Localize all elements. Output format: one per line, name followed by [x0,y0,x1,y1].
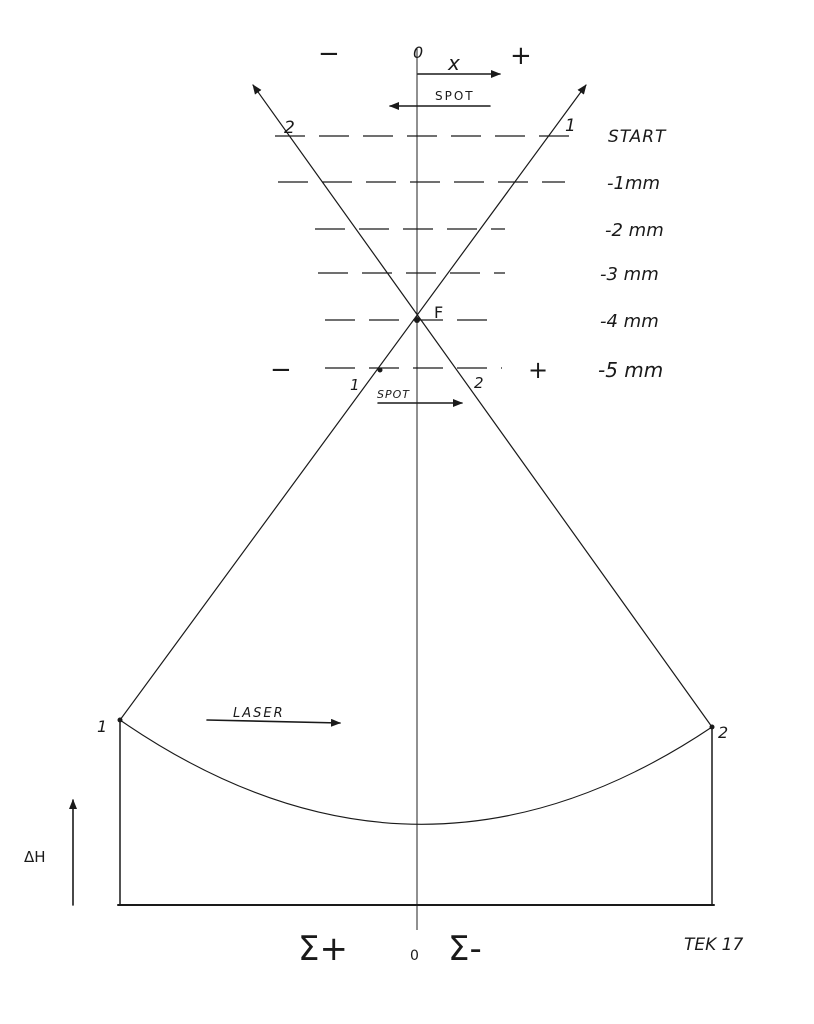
sigma-minus-label: Σ- [448,929,482,969]
beam-1-label-mid: 1 [350,376,360,394]
mirror-label-2: 2 [718,723,729,742]
minus-top-label: − [318,39,340,69]
sigma-plus-label: Σ+ [298,929,348,969]
level-label-5mm: -5 mm [598,358,664,382]
origin-top-label: 0 [413,43,424,62]
beam-2-label-mid: 2 [474,374,484,392]
spot-label-top: SPOT [435,89,475,103]
level-label-1mm: -1mm [607,173,661,194]
origin-bottom-label: 0 [410,948,419,964]
plus-level-label: + [528,356,549,384]
beam-1-line [120,85,586,720]
focus-label: F [434,303,444,322]
focus-point [414,317,420,323]
tag-label: TEK 17 [684,935,744,955]
level-label-4mm: -4 mm [600,311,659,332]
level-label-2mm: -2 mm [605,220,664,241]
beam-2-label-top: 2 [284,118,295,138]
level-label-start: START [608,127,667,147]
beam-1-label-top: 1 [565,116,576,136]
beam-1-intersection-point [378,368,383,373]
delta-h-label: ΔH [24,848,46,866]
laser-label: LASER [233,706,285,721]
mirror-curve [120,720,712,824]
spot-label-bottom: SPOT [377,388,410,401]
mirror-label-1: 1 [97,717,108,736]
plus-top-label: + [510,41,532,71]
level-label-3mm: -3 mm [600,264,659,285]
x-axis-label: x [448,51,460,75]
minus-level-label: − [270,355,292,385]
